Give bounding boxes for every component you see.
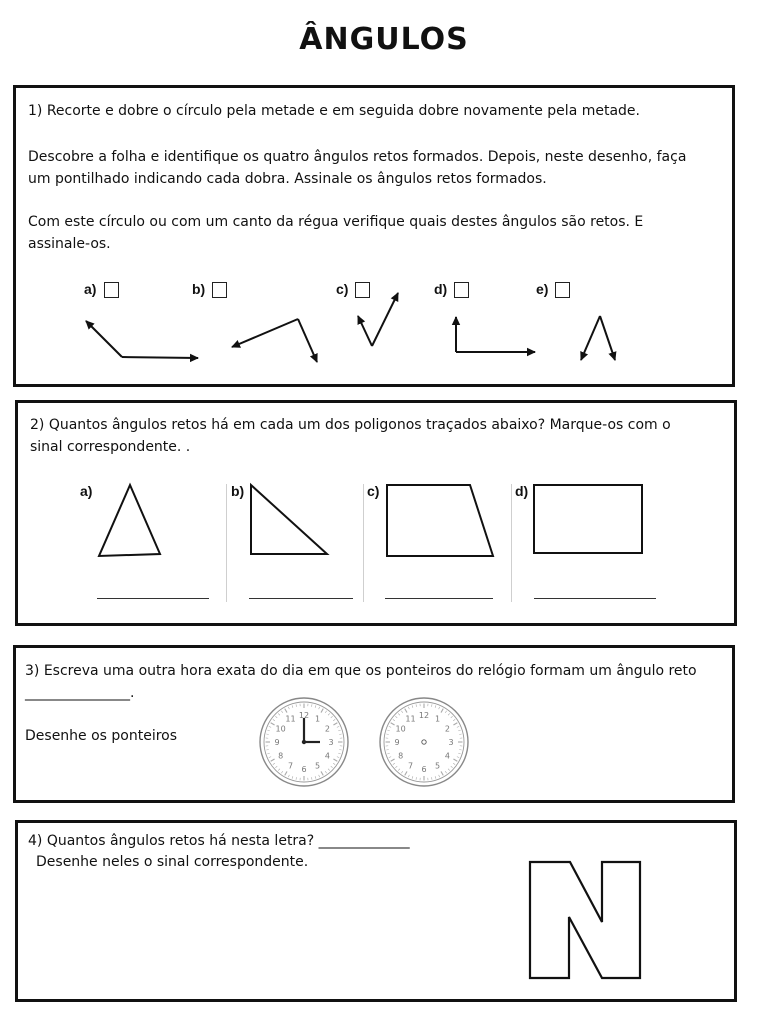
q1-option-e-label: e) (536, 281, 549, 297)
q1-instruction-2: Descobre a folha e identifique os quatro ângulos retos formados. Depois, neste desenho, faça (28, 149, 687, 165)
clock-number: 5 (314, 761, 321, 771)
q2-instruction-2: sinal correspondente. . (30, 439, 191, 455)
q3-draw-instruction: Desenhe os ponteiros (25, 728, 178, 744)
q2-polygon-a-label: a) (80, 483, 93, 499)
q2-polygon-b-label: b) (231, 483, 245, 499)
letter-n-shape (530, 862, 640, 978)
clock-number: 1 (434, 714, 441, 724)
clock-number: 3 (328, 738, 334, 747)
q1-instruction-5: assinale-os. (28, 236, 111, 252)
page-title: ÂNGULOS (299, 22, 469, 57)
q2-polygon-d-label: d) (515, 483, 529, 499)
clock-number: 4 (324, 751, 330, 761)
q1-option-c-label: c) (336, 281, 349, 297)
q1-option-d-label: d) (434, 281, 448, 297)
q4-question: 4) Quantos ângulos retos há nesta letra? _____________ (28, 833, 410, 849)
q1-option-b-label: b) (192, 281, 206, 297)
clock-number: 9 (394, 738, 400, 747)
q1-instruction-3: um pontilhado indicando cada dobra. Assinale os ângulos retos formados. (28, 171, 547, 187)
clock-number: 8 (398, 751, 404, 761)
clock-number: 11 (405, 714, 416, 724)
clock-number: 8 (278, 751, 284, 761)
q4-instruction: Desenhe neles o sinal correspondente. (36, 854, 309, 870)
clock-number: 4 (444, 751, 450, 761)
clock-number: 12 (418, 711, 430, 720)
q2-polygon-c-label: c) (367, 483, 380, 499)
clock-number: 11 (285, 714, 296, 724)
q3-instruction-1: 3) Escreva uma outra hora exata do dia em que os ponteiros do relógio formam um ângulo reto (25, 663, 697, 679)
q3-answer-blank[interactable]: _______________. (25, 685, 135, 701)
clock-number: 3 (448, 738, 454, 747)
q1-instruction-4: Com este círculo ou com um canto da régua verifique quais destes ângulos são retos. E (28, 214, 644, 230)
clock-number: 6 (421, 765, 427, 774)
clock-number: 10 (395, 724, 406, 734)
clock-number: 7 (287, 761, 294, 771)
clock-number: 12 (298, 711, 310, 720)
clock-number: 5 (434, 761, 441, 771)
clock-number: 1 (314, 714, 321, 724)
clock-number: 6 (301, 765, 307, 774)
clock-number: 2 (444, 724, 450, 734)
q2-instruction-1: 2) Quantos ângulos retos há em cada um dos poligonos traçados abaixo? Marque-os com o (30, 417, 671, 433)
clock-number: 10 (275, 724, 286, 734)
clock-number: 7 (407, 761, 414, 771)
clock-number: 9 (274, 738, 280, 747)
q1-option-a-label: a) (84, 281, 97, 297)
q1-instruction-1: 1) Recorte e dobre o círculo pela metade e em seguida dobre novamente pela metade. (28, 103, 640, 119)
clock-number: 2 (324, 724, 330, 734)
